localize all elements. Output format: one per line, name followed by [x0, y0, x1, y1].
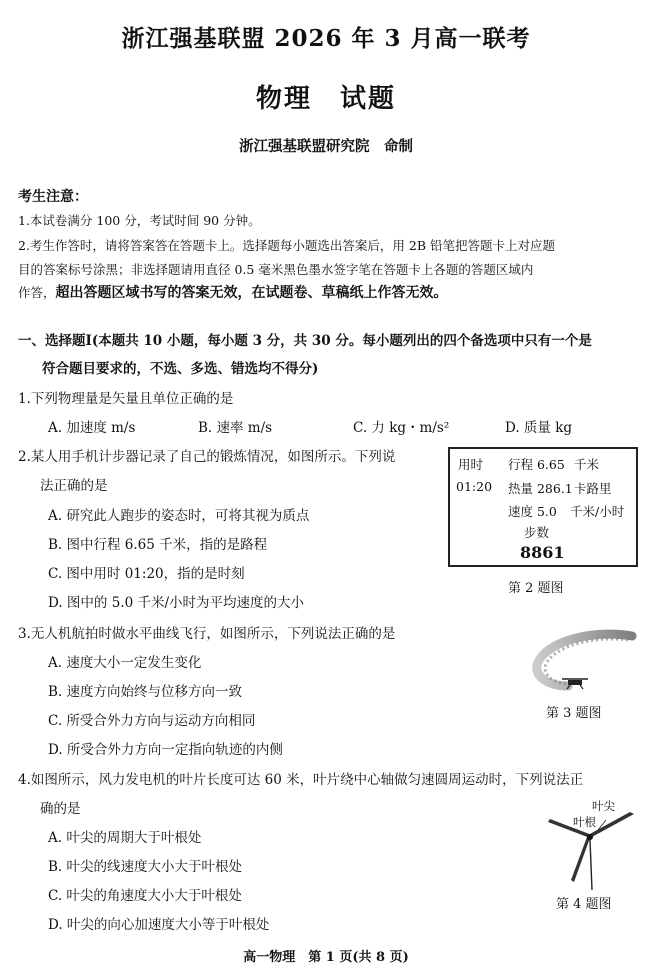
question-4-option-c: C. 叶尖的角速度大小大于叶根处 — [48, 888, 242, 904]
fig2-calorie-label: 热量 286.1 — [508, 481, 573, 496]
fig2-time-label: 用时 — [458, 457, 484, 472]
notice-item-2: 2.考生作答时，请将答案答在答题卡上。选择题每小题选出答案后，用 2B 铅笔把答题卡上对应题 — [18, 238, 556, 253]
question-1-option-b: B. 速率 m/s — [198, 420, 273, 436]
question-4-option-d: D. 叶尖的向心加速度大小等于叶根处 — [48, 917, 270, 933]
fig3-caption: 第 3 题图 — [546, 706, 602, 721]
question-2-stem-cont: 法正确的是 — [40, 478, 108, 494]
notice-item-2-end — [18, 282, 448, 302]
notice-item-1: 1.本试卷满分 100 分，考试时间 90 分钟。 — [18, 213, 261, 228]
section-1-heading: 一、选择题Ⅰ(本题共 10 小题，每小题 3 分，共 30 分。每小题列出的四个备选项中只有一个是 — [18, 333, 592, 349]
pedometer-figure — [448, 447, 638, 567]
question-4-option-a: A. 叶尖的周期大于叶根处 — [48, 830, 202, 846]
fig4-caption: 第 4 题图 — [556, 897, 612, 912]
notice-item-2-cont: 目的答案标号涂黑；非选择题请用直径 0.5 毫米黑色墨水签字笔在答题卡上各题的答题区域内 — [18, 262, 534, 277]
question-2-option-c: C. 图中用时 01:20，指的是时刻 — [48, 566, 245, 582]
question-2-stem: 2.某人用手机计步器记录了自己的锻炼情况，如图所示。下列说 — [18, 449, 396, 465]
question-4-stem-cont: 确的是 — [40, 801, 81, 817]
fig2-speed-unit: 千米/小时 — [570, 504, 625, 519]
notice-heading: 考生注意： — [18, 189, 88, 205]
fig2-distance-label: 行程 6.65 — [508, 457, 565, 472]
drone-trail-figure — [520, 628, 638, 700]
question-3-option-a: A. 速度大小一定发生变化 — [48, 655, 202, 671]
question-2-option-d: D. 图中的 5.0 千米/小时为平均速度的大小 — [48, 595, 305, 611]
notice-item-2-tail: 作答， — [18, 285, 56, 300]
question-4-stem: 4.如图所示，风力发电机的叶片长度可达 60 米，叶片绕中心轴做匀速圆周运动时，下列说法正 — [18, 772, 584, 788]
question-2-option-a: A. 研究此人跑步的姿态时，可将其视为质点 — [48, 508, 310, 524]
question-4-option-b: B. 叶尖的线速度大小大于叶根处 — [48, 859, 243, 875]
fig2-steps-value: 8861 — [520, 543, 565, 562]
question-3-option-b: B. 速度方向始终与位移方向一致 — [48, 684, 243, 700]
question-3-option-d: D. 所受合外力方向一定指向轨迹的内侧 — [48, 742, 283, 758]
question-2-option-b: B. 图中行程 6.65 千米，指的是路程 — [48, 537, 268, 553]
exam-title: 浙江强基联盟 2026 年 3 月高一联考 — [121, 25, 531, 52]
page-footer: 高一物理 第 1 页(共 8 页) — [243, 950, 409, 965]
fig2-speed-label: 速度 5.0 — [508, 504, 557, 519]
question-1-stem: 1.下列物理量是矢量且单位正确的是 — [18, 391, 234, 407]
subject-title: 物理 试题 — [255, 84, 396, 114]
question-1-option-c: C. 力 kg・m/s² — [353, 420, 450, 436]
fig2-time-value: 01:20 — [456, 479, 493, 494]
fig2-calorie-unit: 卡路里 — [574, 481, 612, 496]
question-1-option-d: D. 质量 kg — [505, 420, 573, 436]
question-1-option-a: A. 加速度 m/s — [48, 420, 136, 436]
question-3-option-c: C. 所受合外力方向与运动方向相同 — [48, 713, 256, 729]
notice-bold-warning: 超出答题区域书写的答案无效，在试题卷、草稿纸上作答无效。 — [55, 285, 448, 301]
fig4-tip-label: 叶尖 — [592, 799, 615, 813]
question-3-stem: 3.无人机航拍时做水平曲线飞行，如图所示，下列说法正确的是 — [18, 626, 396, 642]
fig2-distance-unit: 千米 — [574, 457, 600, 472]
fig2-caption: 第 2 题图 — [508, 581, 564, 596]
fig4-root-label: 叶根 — [573, 815, 596, 829]
author-line: 浙江强基联盟研究院 命制 — [239, 138, 413, 155]
section-1-heading-cont: 符合题目要求的，不选、多选、错选均不得分) — [42, 361, 319, 377]
fig2-steps-label: 步数 — [524, 525, 550, 540]
